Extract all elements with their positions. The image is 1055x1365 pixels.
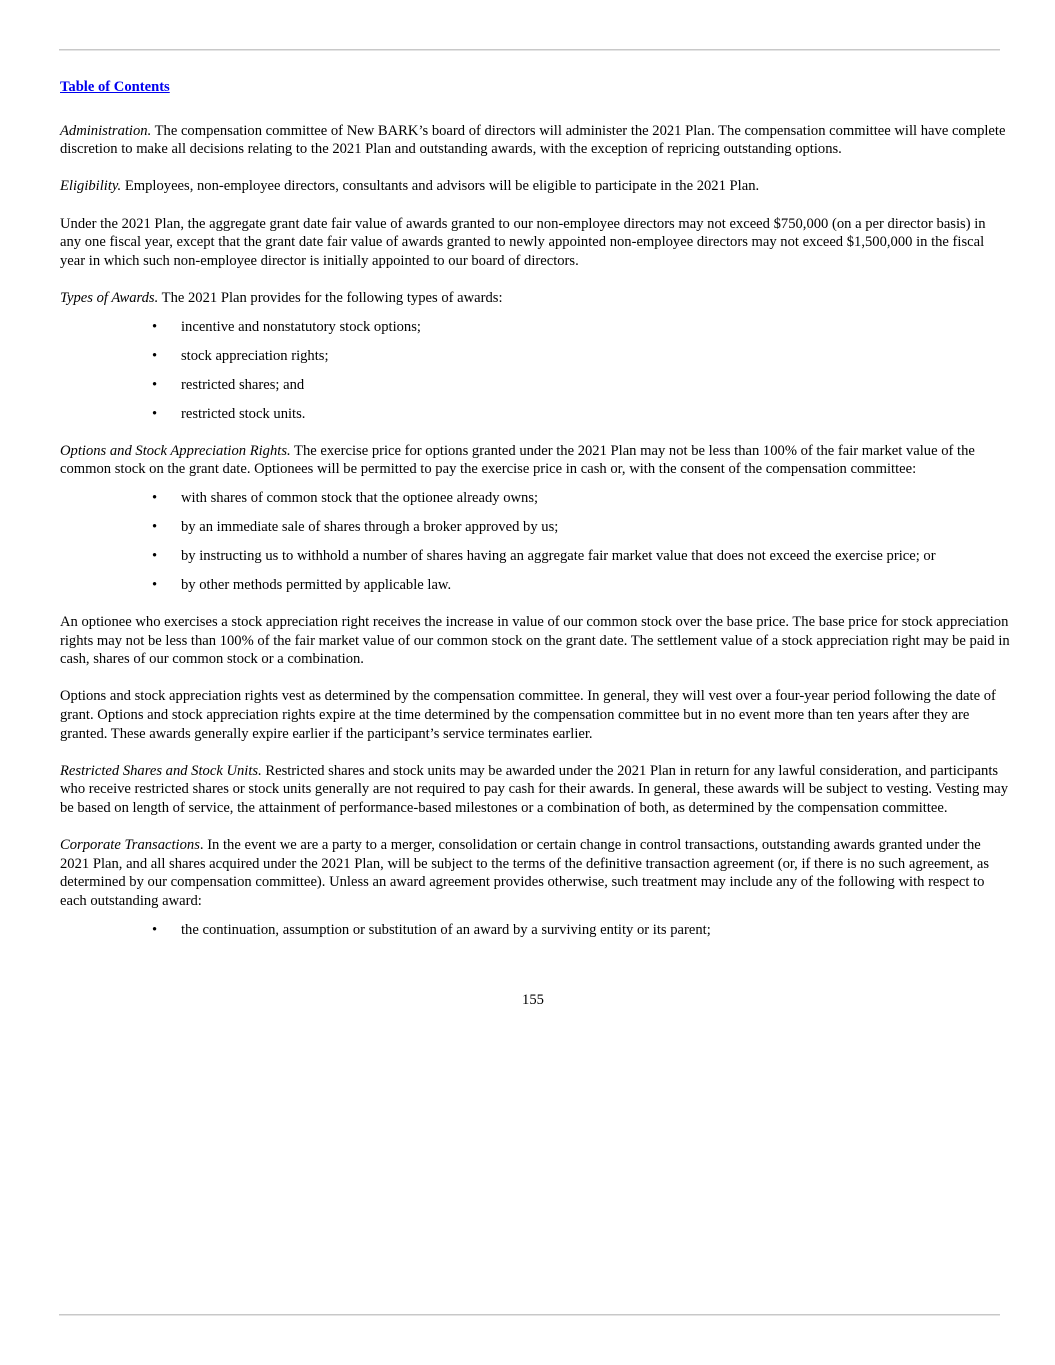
- list-item-text: by instructing us to withhold a number of shares having an aggregate fair market value that does not exceed the exercise price; or: [181, 548, 936, 565]
- bullet-icon: •: [152, 548, 158, 565]
- page-number: 155: [522, 992, 544, 1008]
- types-of-awards-text: The 2021 Plan provides for the following types of awards:: [158, 289, 503, 306]
- top-divider: [59, 49, 1000, 51]
- list-item: [60, 921, 1010, 940]
- options-sar-text: The exercise price for options granted under the 2021 Plan may not be less than 100% of the fair market value of the common stock on the grant date. Optionees will be permitted to pay the exercise price in cash or, with the consent of the compensation committee:: [60, 442, 975, 478]
- corporate-transactions-text: . In the event we are a party to a merger, consolidation or certain change in control transactions, outstanding awards granted under the 2021 Plan, and all shares acquired under the 2021 Plan, will be subject to the terms of the definitive transaction agreement (or, if there is no such agreement, as determined by our compensation committee). Unless an award agreement provides otherwise, such treatment may include any of the following with respect to each outstanding award:: [60, 837, 990, 909]
- eligibility-heading: Eligibility.: [60, 178, 122, 195]
- list-item-text: by an immediate sale of shares through a broker approved by us;: [181, 519, 559, 536]
- list-item: [60, 318, 1010, 337]
- bullet-icon: •: [152, 319, 158, 336]
- list-item: [60, 576, 1010, 595]
- award-types-list: [60, 318, 1010, 424]
- bullet-icon: •: [152, 490, 158, 507]
- director-limit-paragraph: Under the 2021 Plan, the aggregate grant date fair value of awards granted to our non-employee directors may not exceed $750,000 (on a per director basis) in any one fiscal year, except that the grant date fair value of awards granted to newly appointed non-employee directors may not exceed $1,500,000 in the fiscal year in which such non-employee director is initially appointed to our board of directors.: [60, 215, 986, 269]
- list-item-text: by other methods permitted by applicable law.: [181, 577, 452, 594]
- bullet-icon: •: [152, 922, 158, 939]
- table-of-contents-link[interactable]: Table of Contents: [60, 79, 170, 95]
- list-item-text: incentive and nonstatutory stock options;: [181, 319, 421, 336]
- bullet-icon: •: [152, 377, 158, 394]
- types-of-awards-heading: Types of Awards.: [60, 289, 159, 306]
- list-item-text: restricted shares; and: [181, 377, 305, 394]
- list-item: [60, 347, 1010, 366]
- administration-heading: Administration.: [60, 122, 152, 139]
- restricted-text: Restricted shares and stock units may be awarded under the 2021 Plan in return for any lawful consideration, and participants who receive restricted shares or stock units generally are not required to pay cash for their awards. In general, these awards will be subject to vesting. Vesting may be based on length of service, the attainment of performance-based milestones or a combination of both, as determined by the compensation committee.: [60, 762, 1009, 816]
- restricted-heading: Restricted Shares and Stock Units.: [60, 762, 262, 779]
- list-item: [60, 405, 1010, 424]
- corporate-transactions-heading: Corporate Transactions: [60, 837, 200, 854]
- document-body: [60, 78, 1010, 947]
- administration-paragraph: [60, 122, 1010, 159]
- list-item: [60, 376, 1010, 395]
- vesting-paragraph: Options and stock appreciation rights vest as determined by the compensation committee. In general, they will vest over a four-year period following the date of grant. Options and stock appreciation rights expire at the time determined by the compensation committee but in no event more than ten years after they are granted. These awards generally expire earlier if the participant’s service terminates earlier.: [60, 688, 996, 742]
- transaction-treatment-list: [60, 921, 1010, 940]
- options-sar-heading: Options and Stock Appreciation Rights.: [60, 442, 291, 459]
- types-of-awards-paragraph: [60, 289, 1010, 308]
- bullet-icon: •: [152, 406, 158, 423]
- corporate-transactions-paragraph: [60, 836, 1010, 910]
- list-item: [60, 489, 1010, 508]
- bullet-icon: •: [152, 348, 158, 365]
- list-item: [60, 518, 1010, 537]
- eligibility-paragraph: [60, 177, 1010, 196]
- list-item-text: with shares of common stock that the optionee already owns;: [181, 490, 539, 507]
- list-item-text: stock appreciation rights;: [181, 348, 329, 365]
- list-item: [60, 547, 1010, 566]
- restricted-paragraph: [60, 762, 1010, 818]
- list-item-text: restricted stock units.: [181, 406, 306, 423]
- payment-methods-list: [60, 489, 1010, 595]
- options-sar-paragraph: [60, 442, 1010, 479]
- eligibility-text: Employees, non-employee directors, consultants and advisors will be eligible to participate in the 2021 Plan.: [121, 178, 760, 195]
- sar-exercise-paragraph: An optionee who exercises a stock appreciation right receives the increase in value of our common stock over the base price. The base price for stock appreciation rights may not be less than 100% of the fair market value of our common stock on the grant date. The settlement value of a stock appreciation right may be paid in cash, shares of our common stock or a combination.: [60, 614, 1010, 668]
- bottom-divider: [59, 1314, 1000, 1316]
- bullet-icon: •: [152, 577, 158, 594]
- bullet-icon: •: [152, 519, 158, 536]
- administration-text: The compensation committee of New BARK’s board of directors will administer the 2021 Plan. The compensation committee will have complete discretion to make all decisions relating to the 2021 Plan and outstanding awards, with the exception of repricing outstanding options.: [60, 122, 1006, 158]
- list-item-text: the continuation, assumption or substitution of an award by a surviving entity or its parent;: [181, 922, 711, 939]
